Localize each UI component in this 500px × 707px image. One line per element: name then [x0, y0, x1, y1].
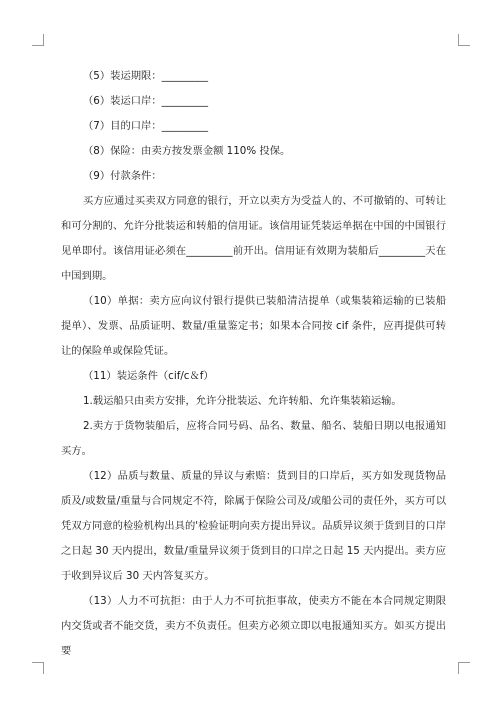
crop-mark-top-left: [32, 34, 44, 46]
crop-mark-bottom-left: [32, 662, 44, 674]
clause-quality-quantity-claims: （12）品质与数量、质量的异议与索赔：货到目的口岸后，买方如发现货物品质及/或数量/重量与合同规定不符，除属于保险公司及/或船公司的责任外，买方可以凭双方同意的检验机构出具的'检验证明向卖方提出异议。品质异议须于货到目的口岸之日起 30 天内提出，数量/重量异议须于货到目的口岸之日起 15 天内提出。卖方应于收到异议后 30 天内答复买方。: [61, 470, 446, 582]
crop-mark-bottom-right: [458, 662, 470, 674]
crop-mark-top-right: [458, 34, 470, 46]
clause-port-of-loading: （6）装运口岸：_________: [83, 95, 208, 107]
clause-insurance: （8）保险：由卖方按发票金额 110% 投保。: [83, 145, 291, 157]
clause-force-majeure: （13）人力不可抗拒：由于人力不可抗拒事故，使卖方不能在本合同规定期限内交货或者不能交货，卖方不负责任。但卖方必须立即以电报通知买方。如买方提出要: [61, 595, 446, 657]
document-body: [61, 64, 446, 664]
paragraph-letter-of-credit: 买方应通过买卖双方同意的银行，开立以卖方为受益人的、不可撤销的、可转让和可分割的、允许分批装运和转船的信用证。该信用证凭装运单据在中国的中国银行见单即付。该信用证必须在_________前开出。信用证有效期为装船后_________天在中国到期。: [61, 195, 446, 282]
clause-port-of-destination: （7）目的口岸：_________: [83, 120, 208, 132]
clause-payment-terms: （9）付款条件：: [83, 170, 162, 182]
clause-shipment-period: （5）装运期限：_________: [83, 70, 208, 82]
clause-shipment-conditions: （11）装运条件（cif/c＆f）: [83, 370, 214, 382]
shipment-condition-item-2: 2.卖方于货物装船后，应将合同号码、品名、数量、船名、装船日期以电报通知买方。: [61, 420, 446, 457]
shipment-condition-item-1: 1.载运船只由卖方安排，允许分批装运、允许转船、允许集装箱运输。: [83, 395, 402, 407]
clause-documents: （10）单据：卖方应向议付银行提供已装船清洁提单（或集装箱运输的已装船提单）、发票、品质证明、数量/重量鉴定书；如果本合同按 cif 条件，应再提供可转让的保险单或保险凭证。: [61, 295, 446, 357]
